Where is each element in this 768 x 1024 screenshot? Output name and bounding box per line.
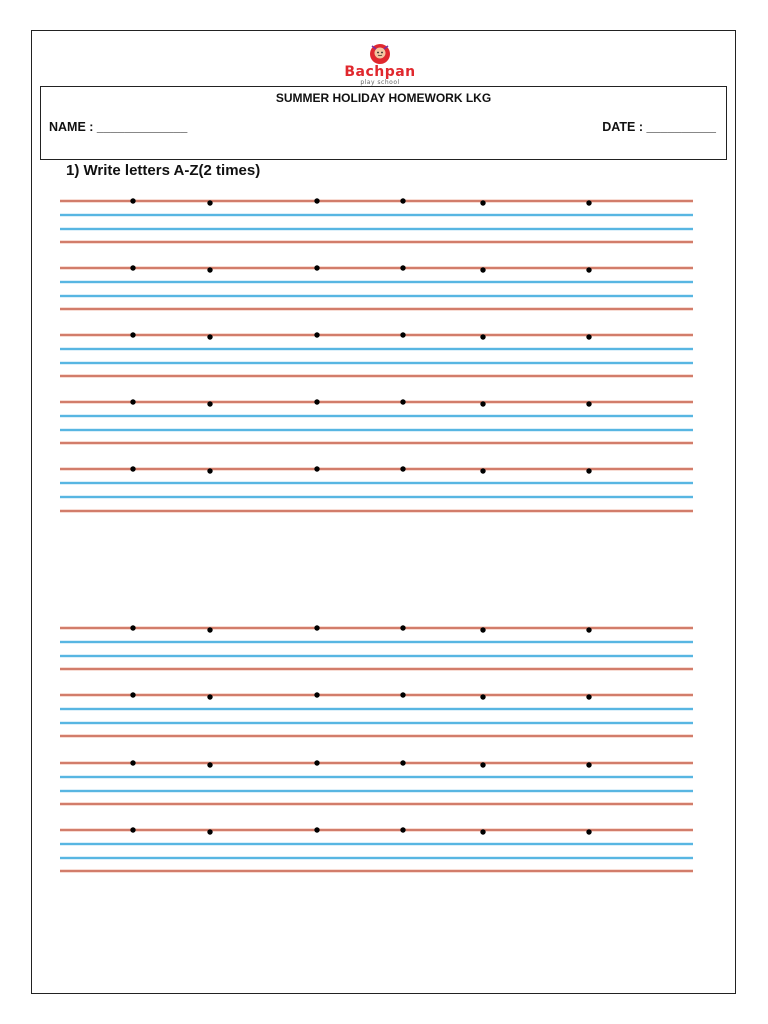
writing-line-1[interactable] [60, 198, 693, 242]
name-field[interactable]: NAME : _____________ [49, 120, 188, 134]
writing-line-4[interactable] [60, 399, 693, 443]
logo-wordmark: Bachpan [344, 64, 416, 80]
writing-line-7[interactable] [60, 692, 693, 736]
writing-line-6[interactable] [60, 625, 693, 669]
worksheet-title: SUMMER HOLIDAY HOMEWORK LKG [275, 91, 492, 105]
instruction-text: 1) Write letters A-Z(2 times) [66, 162, 261, 179]
date-field[interactable]: DATE : __________ [602, 120, 716, 134]
writing-line-9[interactable] [60, 827, 693, 871]
writing-line-2[interactable] [60, 265, 693, 309]
writing-line-5[interactable] [60, 466, 693, 511]
writing-line-8[interactable] [60, 760, 693, 804]
writing-line-3[interactable] [60, 332, 693, 376]
logo-tagline: play school [360, 79, 400, 86]
